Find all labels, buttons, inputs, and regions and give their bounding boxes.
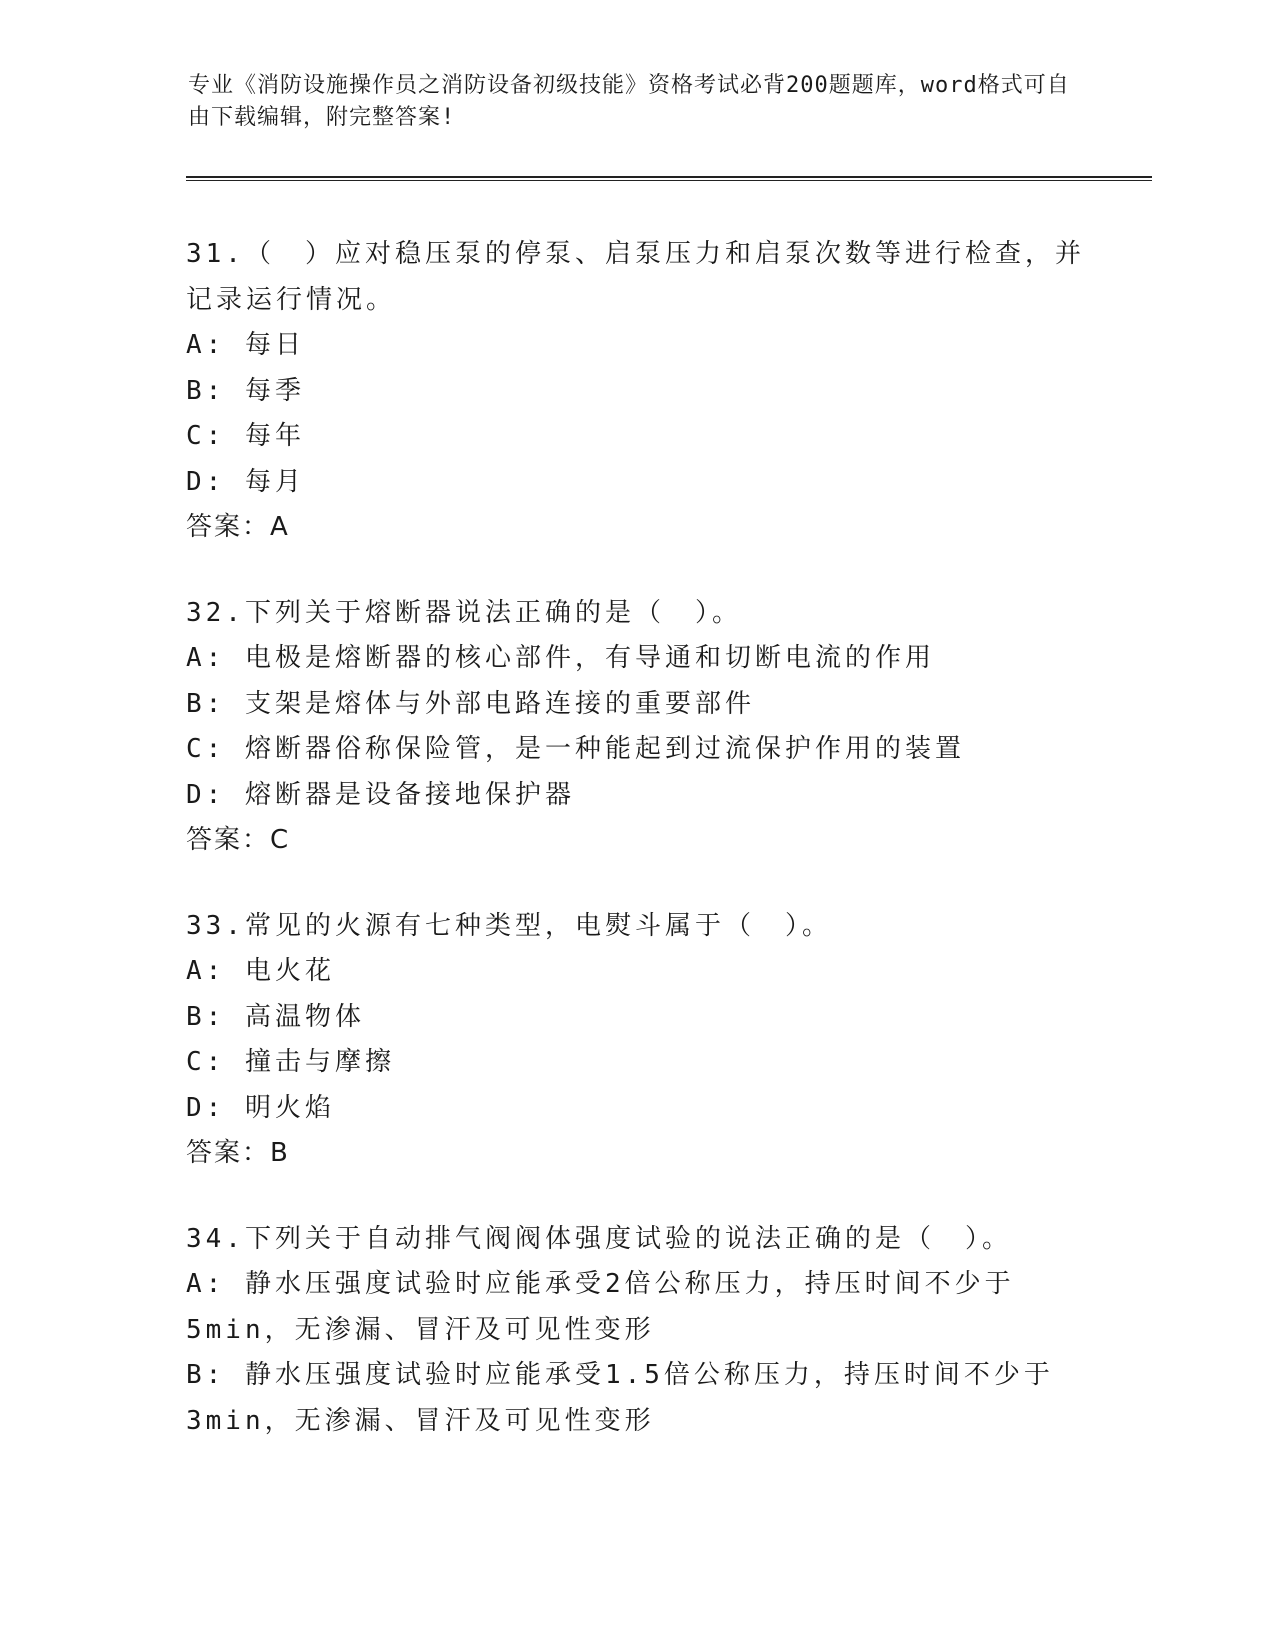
question-stem: 33.常见的火源有七种类型，电熨斗属于（ ）。 bbox=[186, 910, 832, 941]
question-stem: 34.下列关于自动排气阀阀体强度试验的说法正确的是（ ）。 bbox=[186, 1223, 1012, 1254]
option-b: B: 每季 bbox=[186, 375, 305, 406]
option-a: A: 静水压强度试验时应能承受2倍公称压力，持压时间不少于5min，无渗漏、冒汗及可见性变形 bbox=[186, 1269, 1015, 1345]
option-d: D: 明火焰 bbox=[186, 1092, 335, 1123]
option-c: C: 撞击与摩擦 bbox=[186, 1047, 395, 1077]
option-b: B: 高温物体 bbox=[186, 1001, 365, 1032]
option-a: A: 电极是熔断器的核心部件，有导通和切断电流的作用 bbox=[186, 643, 935, 673]
header-rule bbox=[186, 176, 1152, 181]
option-d: D: 每月 bbox=[186, 466, 305, 497]
question-32 bbox=[186, 591, 1086, 864]
option-c: C: 熔断器俗称保险管，是一种能起到过流保护作用的装置 bbox=[186, 734, 965, 764]
answer: 答案：B bbox=[186, 1138, 290, 1168]
option-c: C: 每年 bbox=[186, 421, 305, 451]
option-b: B: 静水压强度试验时应能承受1.5倍公称压力，持压时间不少于3min，无渗漏、冒汗及可见性变形 bbox=[186, 1360, 1054, 1436]
question-34 bbox=[186, 1217, 1086, 1445]
question-stem: 32.下列关于熔断器说法正确的是（ ）。 bbox=[186, 597, 742, 628]
option-b: B: 支架是熔体与外部电路连接的重要部件 bbox=[186, 688, 755, 719]
question-list bbox=[186, 232, 1086, 1484]
option-a: A: 每日 bbox=[186, 330, 305, 360]
question-stem: 31.（ ）应对稳压泵的停泵、启泵压力和启泵次数等进行检查，并记录运行情况。 bbox=[186, 239, 1085, 315]
answer: 答案：A bbox=[186, 512, 290, 542]
question-31 bbox=[186, 232, 1086, 551]
option-d: D: 熔断器是设备接地保护器 bbox=[186, 779, 575, 810]
option-a: A: 电火花 bbox=[186, 956, 335, 986]
answer: 答案：C bbox=[186, 825, 291, 855]
question-33 bbox=[186, 904, 1086, 1177]
page-header: 专业《消防设施操作员之消防设备初级技能》资格考试必背200题题库，word格式可自由下载编辑，附完整答案! bbox=[188, 73, 1070, 130]
